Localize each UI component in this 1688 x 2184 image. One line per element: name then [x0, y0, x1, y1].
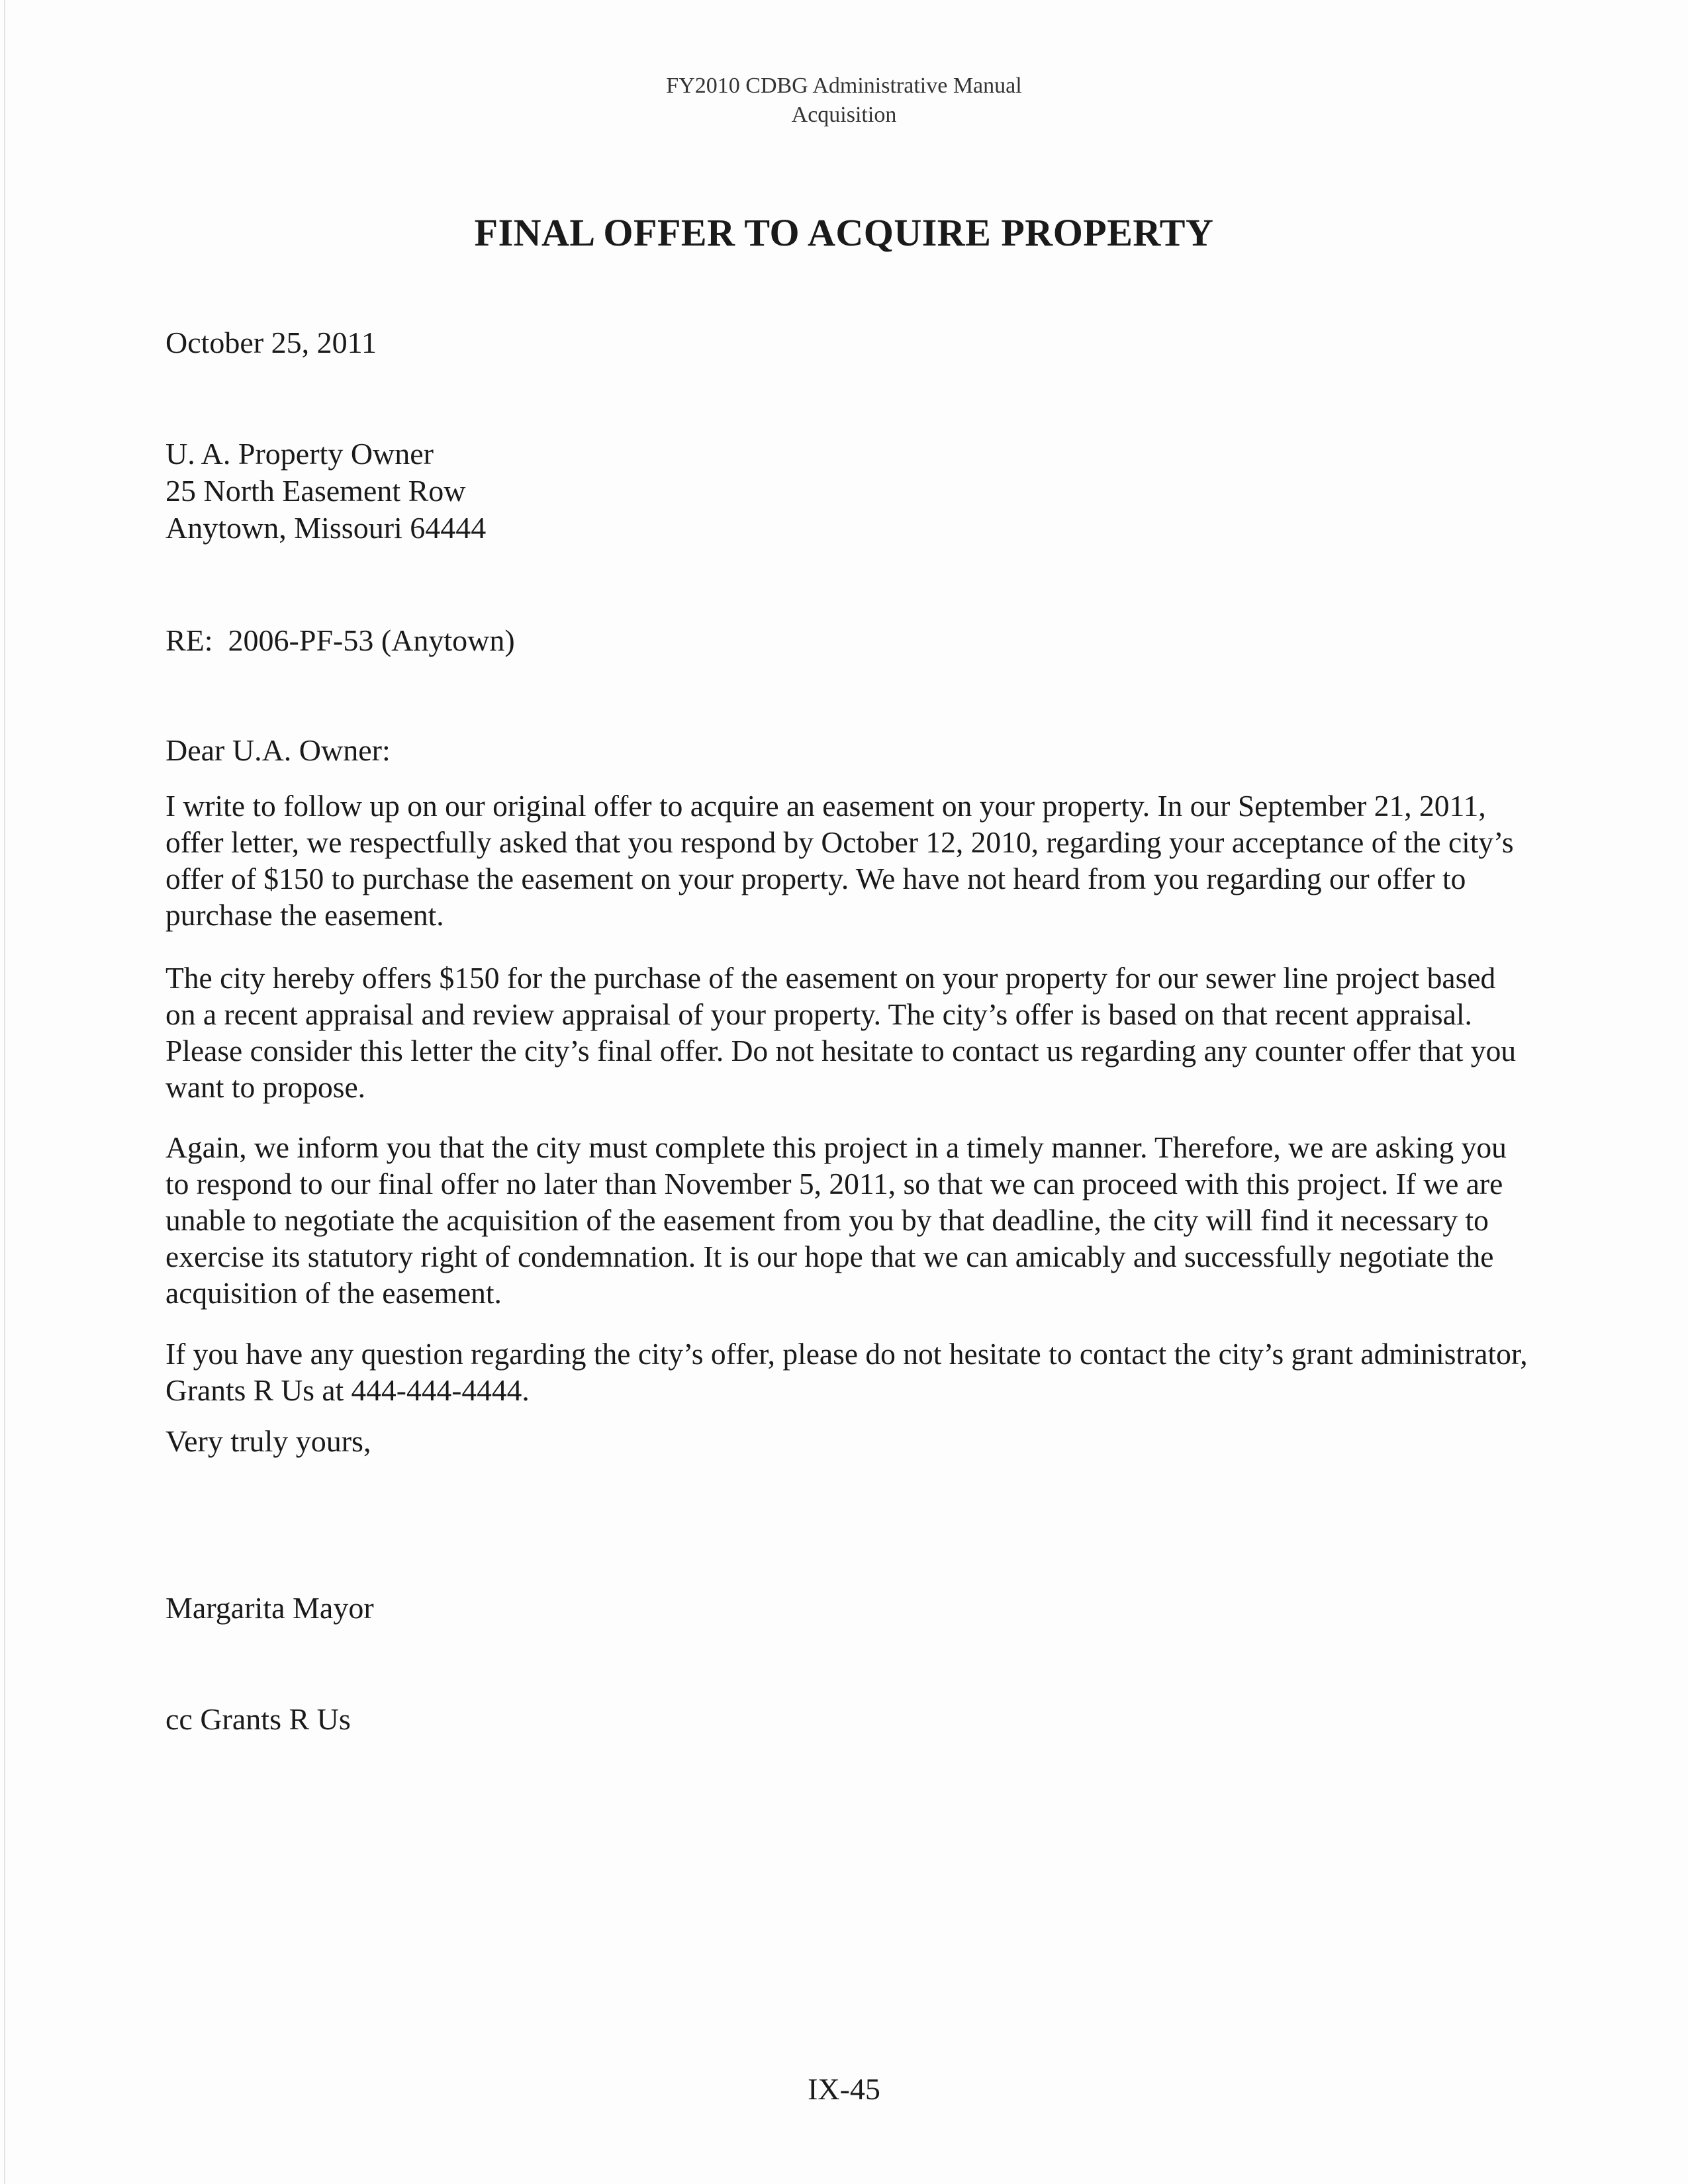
cc-line: cc Grants R Us — [165, 1702, 351, 1736]
running-header — [0, 71, 1688, 130]
recipient-address — [165, 435, 1529, 547]
reference-line: RE: 2006-PF-53 (Anytown) — [165, 623, 515, 657]
closing: Very truly yours, — [165, 1424, 371, 1458]
body-paragraph-2: The city hereby offers $150 for the purchase of the easement on your property for our sewer line project based on a recent appraisal and review appraisal of your property. The city’s offer is based on that recent appraisal. Please consider this letter the city’s final offer. Do not hesitate to contact us regarding any counter offer that you want to propose. — [165, 961, 1517, 1104]
salutation: Dear U.A. Owner: — [165, 733, 391, 767]
recipient-name: U. A. Property Owner — [165, 437, 434, 471]
header-section: Acquisition — [791, 103, 897, 127]
scan-edge — [4, 0, 5, 2184]
body-paragraph-4: If you have any question regarding the city’s offer, please do not hesitate to contact the city’s grant administrator, Grants R Us at 444-444-4444. — [165, 1337, 1528, 1407]
page-number: IX-45 — [808, 2072, 880, 2106]
signer-name: Margarita Mayor — [165, 1591, 374, 1625]
body-paragraph-1: I write to follow up on our original offer to acquire an easement on your property. In our September 21, 2011, offer letter, we respectfully asked that you respond by October 12, 2010, regarding your acceptance of the city’s offer of $150 to purchase the easement on your property. We have not heard from you regarding our offer to purchase the easement. — [165, 789, 1514, 932]
recipient-street: 25 North Easement Row — [165, 474, 466, 508]
body-paragraph-3: Again, we inform you that the city must complete this project in a timely manner. Therefore, we are asking you to respond to our final offer no later than November 5, 2011, so that we can proceed with this project. If we are unable to negotiate the acquisition of the easement from you by that deadline, the city will find it necessary to exercise its statutory right of condemnation. It is our hope that we can amicably and successfully negotiate the acquisition of the easement. — [165, 1130, 1507, 1310]
header-manual-title: FY2010 CDBG Administrative Manual — [666, 73, 1022, 98]
letter-date: October 25, 2011 — [165, 326, 377, 359]
document-title: FINAL OFFER TO ACQUIRE PROPERTY — [474, 211, 1214, 254]
recipient-city-state-zip: Anytown, Missouri 64444 — [165, 511, 487, 545]
